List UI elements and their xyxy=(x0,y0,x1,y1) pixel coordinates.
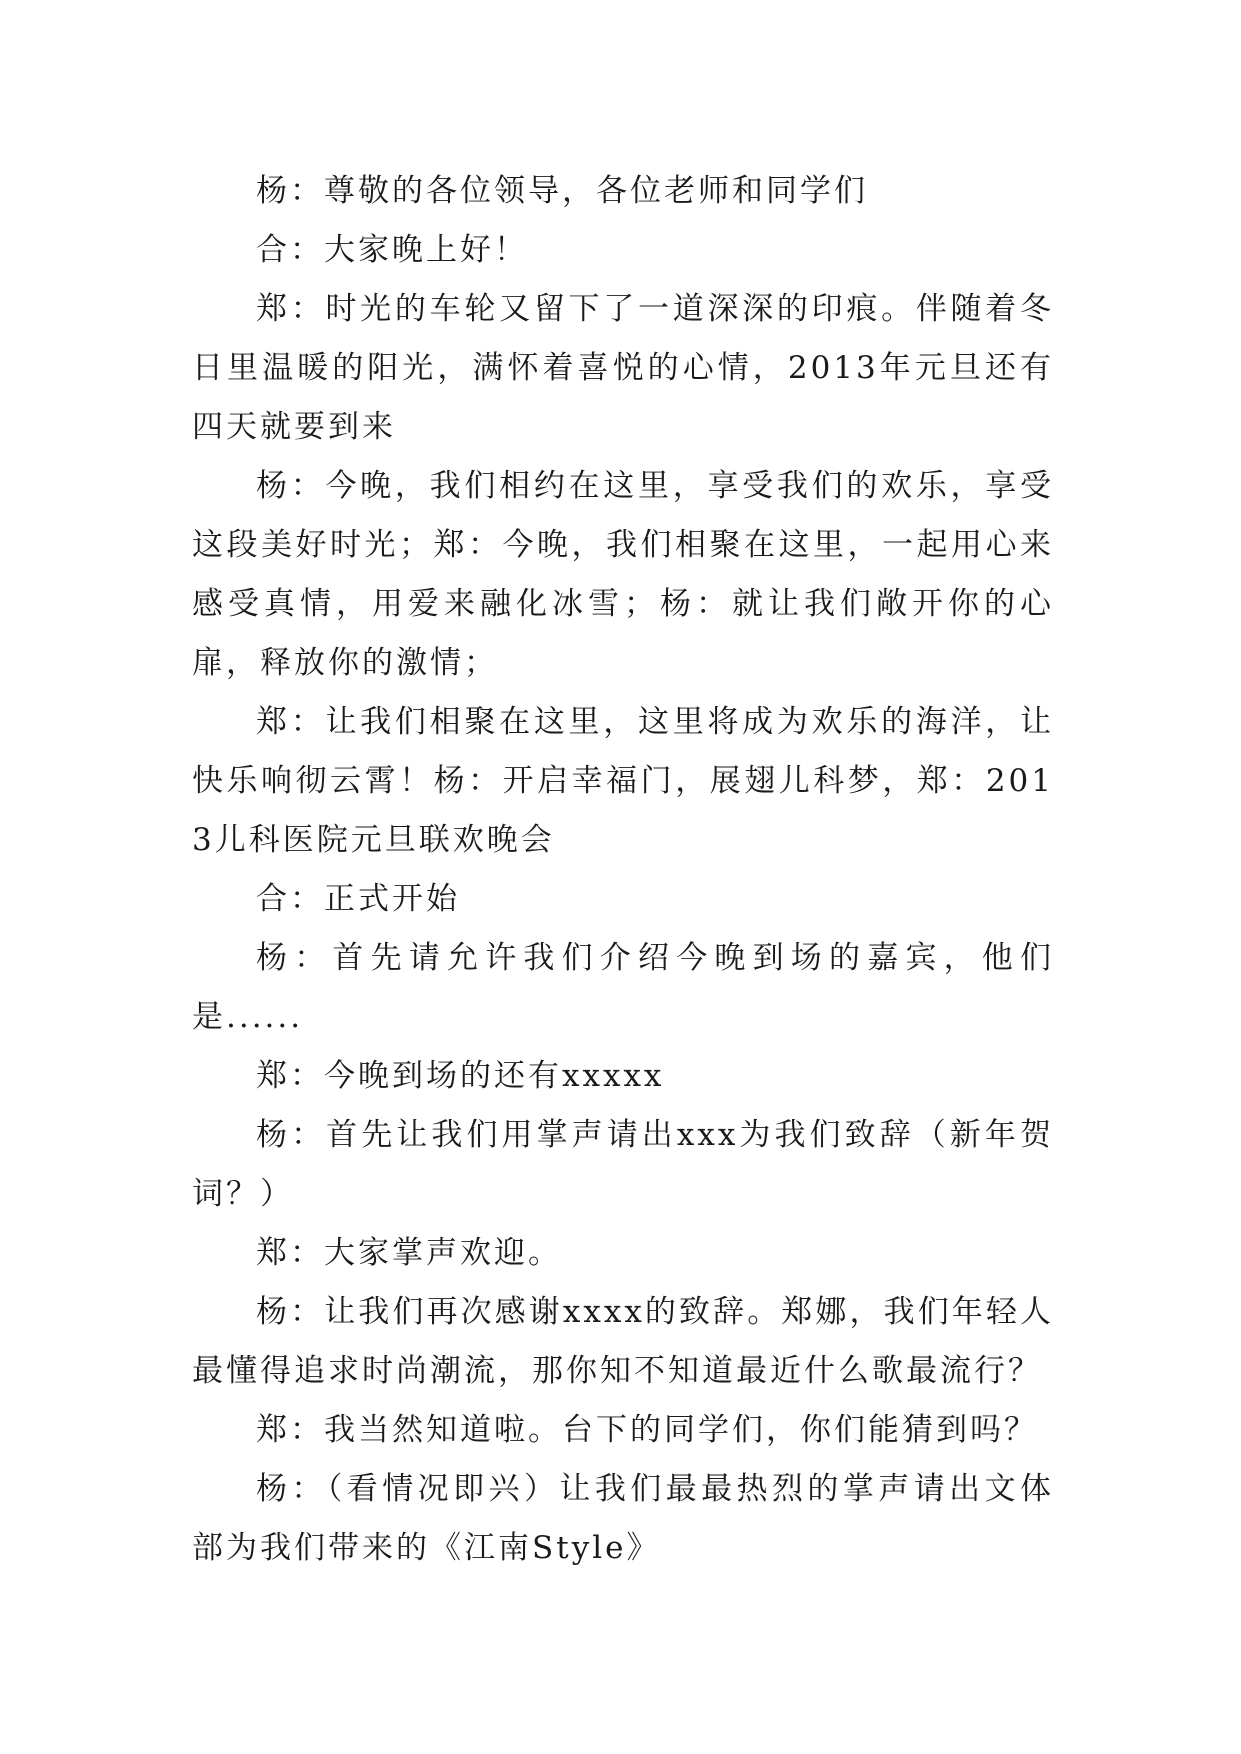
paragraph-other-guests: 郑：今晚到场的还有xxxxx xyxy=(256,1058,665,1094)
paragraph-introduce-guests: 杨：首先请允许我们介绍今晚到场的嘉宾，他们是...... xyxy=(192,940,1054,1035)
paragraph-greeting: 杨：尊敬的各位领导，各位老师和同学们 xyxy=(256,173,868,209)
script-body xyxy=(192,162,1054,1578)
paragraph-guess: 郑：我当然知道啦。台下的同学们，你们能猜到吗？ xyxy=(256,1412,1038,1448)
paragraph-applause: 郑：大家掌声欢迎。 xyxy=(256,1235,562,1271)
paragraph-thanks: 杨：让我们再次感谢xxxx的致辞。郑娜，我们年轻人最懂得追求时尚潮流，那你知不知道最近什么歌最流行？ xyxy=(192,1294,1054,1389)
paragraph-gathering: 郑：让我们相聚在这里，这里将成为欢乐的海洋，让快乐响彻云霄！杨：开启幸福门，展翅儿科梦，郑：2013儿科医院元旦联欢晚会 xyxy=(192,704,1054,858)
paragraph-tonight: 杨：今晚，我们相约在这里，享受我们的欢乐，享受这段美好时光；郑：今晚，我们相聚在这里，一起用心来感受真情，用爱来融化冰雪；杨：就让我们敞开你的心扉，释放你的激情； xyxy=(192,468,1054,681)
paragraph-good-evening: 合：大家晚上好！ xyxy=(256,232,528,268)
paragraph-gangnam-style: 杨：（看情况即兴）让我们最最热烈的掌声请出文体部为我们带来的《江南Style》 xyxy=(192,1471,1054,1566)
paragraph-official-start: 合：正式开始 xyxy=(256,881,460,917)
paragraph-speech-invite: 杨：首先让我们用掌声请出xxx为我们致辞（新年贺词？） xyxy=(192,1117,1054,1212)
paragraph-time-wheel: 郑：时光的车轮又留下了一道深深的印痕。伴随着冬日里温暖的阳光，满怀着喜悦的心情，2013年元旦还有四天就要到来 xyxy=(192,291,1054,445)
